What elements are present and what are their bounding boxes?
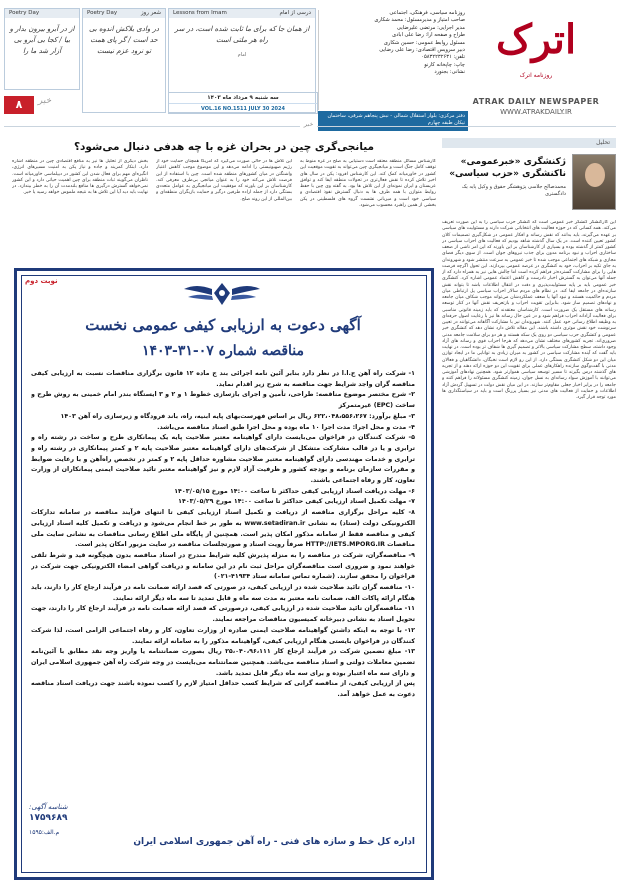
imprint-box <box>318 10 468 110</box>
dateline <box>168 92 318 114</box>
ad-id-number: ۱۷۵۹۶۸۹ <box>29 813 68 823</box>
imprint-line: دبیر سرویس اقتصادی: رضا علی رضایی <box>379 47 465 54</box>
logo-wordmark: اترک <box>495 15 577 63</box>
imprint-line: مدیر اجرایی: مرتضی علیرضایی <box>396 24 465 31</box>
ad-ref-number: م.الف:۱۵۹۵ <box>29 829 60 836</box>
ad-paragraph: ۷- مهلت تکمیل اسناد ارزیابی کیفی حداکثر تا ساعت ۱۴:۰۰ مورخ ۱۴۰۳/۰۵/۲۹ <box>178 498 415 506</box>
author-box <box>442 154 616 214</box>
band-label-news: خبر <box>300 121 317 128</box>
author-texts <box>444 156 566 198</box>
page-number: ۸ <box>4 96 34 114</box>
railway-emblem-icon <box>177 279 267 309</box>
quote-header-fa: درسی از امام <box>279 10 311 16</box>
quote-header <box>83 9 165 18</box>
ad-paragraph: ۱- شرکت راه آهن ج.ا.ا در نظر دارد بنابر آئین نامه اجرائی بند ج ماده ۱۲ قانون برگزاری مناقصات نسبت به ارزیابی کیفی مناقصه گران واجد شرایط جهت مناقصه به شرح زیر اقدام نماید. <box>31 370 415 388</box>
author-byline: محمدصالح جلاسی پژوهشگر حقوق و وکیل پایه یک دادگستری <box>461 184 566 197</box>
imprint-line: چاپ: چاپخانه کارنو <box>424 61 465 68</box>
paper-name-en: ATRAK DAILY NEWSPAPER <box>472 97 600 106</box>
quote-header <box>169 9 315 18</box>
tender-advertisement <box>14 268 434 880</box>
analysis-body: این کارکنشگر کنشگر خبر عمومی است که کنشگر حزب سیاسی را به این صورت تعریف می‌کند. همه کسانی که در حوزه فعالیت های انتخاباتی شرکت دارند و مسئولیت های سیاسی بر عهده می‌گیرند، باید بدانند که نقش رسانه و افکار عمومی در شکل‌گیری تصمیمات کلان کشور تعیین کننده است. در یک سال گذشته شاهد بودیم که فعالیت های احزاب سیاسی در کشور کمتر از گذشته بوده و بسیاری از کارشناسان بر این باورند که این امر ناشی از ضعف ساختاری احزاب و نبود برنامه مدون برای جذب نیروهای جوان است. از سوی دیگر فضای مجازی و شبکه های اجتماعی موجب شده تا خبر عمومی به سرعت منتشر شود و شهروندان به جای تکیه بر احزاب، خود به کنشگری در عرصه عمومی بپردازند. این تحول اگرچه فرصت هایی را برای مشارکت گسترده‌تر فراهم کرده است اما چالش هایی نیز به همراه دارد که از جمله آنها می‌توان به گسترش اخبار نادرست و کاهش اعتماد عمومی اشاره کرد. کنشگری خبر عمومی باید بر پایه مسئولیت‌پذیری و دقت در انتقال اطلاعات باشد تا بتواند نقش سازنده‌ای در جامعه ایفا کند. در نظام های مردم سالار احزاب سیاسی پل ارتباطی میان مردم و حاکمیت هستند و نبود آنها یا ضعف عملکردشان می‌تواند موجب شکاف میان جامعه و نهادهای تصمیم ساز شود. بنابراین تقویت احزاب و بازتعریف نقش آنها در کنار توسعه رسانه های مستقل یک ضرورت است. کارشناسان معتقدند که باید زمینه قانونی مناسبی برای فعالیت آزادانه احزاب فراهم شود و در عین حال رسانه ها نیز با رعایت اصول حرفه‌ای به وظیفه اطلاع رسانی خود عمل کنند. شهروندان نیز با مشارکت آگاهانه می‌توانند در تعیین سرنوشت خود نقش موثری داشته باشند. این مقاله تلاش دارد نشان دهد که کنشگری خبر عمومی و کنشگری حزب سیاسی دو روی یک سکه هستند و هر دو برای سلامت جامعه مدنی ضروری‌اند. تجربه کشورهای مختلف نشان می‌دهد که هرجا احزاب قوی و رسانه های آزاد وجود داشته، سطح مشارکت سیاسی بالاتر و تصمیم گیری ها شفاف تر بوده است. در نهایت باید گفت که آینده مشارکت سیاسی در کشور به میزان زیادی به توانایی ما در ایجاد توازن میان این دو شکل کنشگری بستگی دارد. از این رو لازم است نخبگان، دانشگاهیان و فعالان مدنی با گفت‌وگوی سازنده راهکارهای عملی برای تقویت این دو حوزه ارائه دهند و از تجربه های گذشته درس بگیرند تا مسیر توسعه سیاسی هموارتر شود. همچنین نهادهای آموزشی می‌توانند با آموزش سواد رسانه‌ای به نسل جوان، زمینه کنشگری مسئولانه را فراهم کنند و جامعه را در برابر اخبار جعلی مقاوم‌تر سازند. در این میان نقش دولت در تسهیل گردش آزاد اطلاعات و حمایت از فعالیت های مدنی نیز بسیار پررنگ است و باید در سیاستگذاری ها مورد توجه قرار گیرد. <box>442 220 616 400</box>
analysis-tab[interactable]: تحلیل <box>442 138 616 148</box>
ad-paragraph: ۱۱- مناقصه‌گران تائید صلاحیت شده در ارزیابی کیفی، درصورتی که قصد ارائه ضمانت نامه در فرآیند ارجاع کار را دارند، جهت تحویل اسناد به نشانی دبیرخانه کمیسیون مناقصات مراجعه نمایند. <box>31 605 415 624</box>
analysis-column <box>442 138 616 880</box>
office-address: دفتر مرکزی: بلوار استقلال شمالی - نبش پنجاهم شرقی، ساختمان تیکان طبقه چهارم <box>318 111 468 131</box>
ad-paragraph: ۱۳- مبلغ تضمین شرکت در فرآیند ارجاع کار ۲۵،۰۴۰،۹۶،۱۱۱ ریال بصورت ضمانتنامه یا واریز وجه نقد مطابق با آئین‌نامه تضمین معاملات دولتی و اسناد مناقصه می‌باشد. همچنین ضمانتنامه می‌بایست در وجه شرکت راه آهن جمهوری اسلامی ایران و دارای سه ماه اعتبار بوده و برای سه ماه دیگر قابل تمدید باشد. <box>31 648 415 677</box>
date-english: VOL.16 NO.1511 JULY 30 2024 <box>200 106 285 112</box>
ad-body <box>31 369 415 787</box>
ad-paragraph: پس از ارزیابی کیفی، از مناقصه گرانی که شرایط کسب حداقل امتیاز لازم را کسب نموده باشند جهت دریافت اسناد مناقصه دعوت به عمل خواهد آمد. <box>31 680 415 699</box>
story-column-3: بخش دیگری از تحلیل ها نیز به منافع اقتصادی چین در منطقه اشاره دارد. ابتکار کمربند و جاده و نیاز پکن به امنیت مسیرهای انرژی، انگیزه‌ای مهم برای فعال شدن این کشور در دیپلماسی خاورمیانه است. ناظران می‌گویند ثبات منطقه برای چین اهمیت حیاتی دارد و این کشور نمی‌خواهد گسترش درگیری ها منافع بلندمدت آن را به خطر بیندازد. در نهایت باید دید آیا این تلاش ها به نتیجه ملموس خواهد رسید یا خیر. <box>12 159 148 196</box>
ad-paragraph: ۱۲- با توجه به اینکه داشتن گواهینامه صلاحیت ایمنی صادره از وزارت تعاون، کار و رفاه اجتماعی الزامی است، لذا شرکت کنندگان در فراخوان بایستی هنگام ارزیابی کیفی، گواهینامه مذکور را به سامانه ارائه نمایند. <box>31 626 415 645</box>
ad-paragraph: ۱۰- مناقصه گران تائید صلاحیت شده در ارزیابی کیفی، در صورتی که قصد ارائه ضمانت نامه در فرآیند ارجاع کار را دارند، باید هنگام ارائه پاکات الف، ضمانت نامه معتبر به مدت سه ماه و قابل تمدید تا سه ماه دیگر ارائه نمایند. <box>31 584 415 602</box>
ad-paragraph: ۶- مهلت دریافت اسناد ارزیابی کیفی حداکثر تا ساعت ۱۴:۰۰ مورخ ۱۴۰۳/۰۵/۱۵ <box>174 487 415 495</box>
imprint-line: روزنامه سیاسی، فرهنگی، اجتماعی <box>389 10 465 16</box>
ad-title: آگهی دعوت به ارزیابی کیفی عمومی نخست <box>85 316 361 334</box>
imprint-line: تلفن: ۰۵۸۳۲۲۳۲۶۳۱ <box>421 54 465 61</box>
quote-header-en: Poetry Day <box>87 10 118 16</box>
quote-author: امام <box>237 52 247 58</box>
quote-header <box>5 9 79 18</box>
ad-paragraph: ۹- مناقصه‌گران، شرکت در مناقصه را به منزله پذیرش کلیه شرایط مندرج در اسناد مناقصه بدون هیچگونه قید و شرط تلقی خواهند نمود و ضروری است مناقصه‌گران مراحل ثبت نام در این سامانه و دریافت گواهی امضاء الکترونیکی جهت شرکت در فراخوان را محقق سازند. (شماره تماس سامانه ستاد ۴۱۹۳۴-۰۲۱) <box>31 551 415 581</box>
author-photo <box>572 154 616 210</box>
ad-id-label: شناسه آگهی: <box>29 803 68 811</box>
ad-paragraph: ۲- شرح مختصر موضوع مناقصه: طراحی، تأمین و اجرای بازسازی خطوط ۱ و ۲ و ۳ ایستگاه بندر امام خمینی به روش طرح و ساخت (EPC) غیرمتمرکز <box>31 391 415 410</box>
masthead <box>0 0 620 130</box>
ad-paragraph: ۳- مبلغ برآورد: ۶۲۲،۰۴۸،۵۵۶،۲۶۷ ریال بر اساس فهرست‌بهای پایه ابنیه، راه، باند فرودگاه و زیرسازی راه آهن ۱۴۰۳ <box>60 412 415 420</box>
ad-paragraph: ۴- مدت و محل اجرا: مدت اجرا ۱۰ ماه بوده و محل اجرا طبق اسناد مناقصه می‌باشد. <box>157 423 415 431</box>
poetry-box-2 <box>4 8 80 90</box>
logo-subtitle: روزنامه اترک <box>519 72 553 79</box>
analysis-headline[interactable]: ژکنشگری «خبرعمومی» ناکنشگری «حزب سیاسی» <box>449 157 566 179</box>
quote-text: از همان جا که برای ما ثابت شده است، در سر راه هر ملتی است <box>174 25 310 44</box>
story-column-2: این تلاش ها در حالی صورت می‌گیرد که آمریکا همچنان حمایت خود از رژیم صهیونیستی را ادامه می‌دهد و این موضوع موجب کاهش اعتبار واشنگتن در میان کشورهای منطقه شده است. چین با استفاده از این فرصت تلاش می‌کند خود را به عنوان میانجی بی‌طرف معرفی کند. کارشناسان بر این باورند که موفقیت این میانجیگری به عوامل متعددی بستگی دارد از جمله اراده طرفین درگیر و حمایت بازیگران منطقه‌ای و بین‌المللی از این روند صلح. <box>156 159 292 202</box>
ad-paragraph: ۵- شرکت کنندگان در فراخوان می‌بایست دارای گواهینامه معتبر صلاحیت پایه یک پیمانکاری طرح و ساخت در رشته راه و ترابری و یا در قالب مشارکت متشکل از شرکت‌های دارای گواهینامه معتبر صلاحیت پایه ۲ و کمتر پیمانکاری در رشته راه و ترابری و خدمات مهندسی دارای گواهینامه معتبر صلاحیت مشاوره حداقل پایه ۲ و کمتر در تخصص راه‌آهن و با رعایت ضوابط و مقررات سازمان برنامه و بودجه کشور و ظرفیت آزاد لازم و نیز گواهینامه معتبر تائید صلاحیت ایمنی پیمانکاران از وزارت تعاون، کار و رفاه اجتماعی باشند. <box>31 434 415 485</box>
quote-header-fa: شعر روز <box>140 10 161 16</box>
ad-identifier <box>29 803 149 836</box>
ad-paragraph: ۸- کلیه مراحل برگزاری مناقصه از دریافت و تکمیل اسناد ارزیابی کیفی تا انتهای فرآیند مناقصه در سامانه تدارکات الکترونیکی دولت (ستاد) به نشانی www.setadiran.ir به طور بر خط انجام می‌شود و دریافت و تکمیل کلیه اسناد ارزیابی کیفی و مناقصه فقط از سامانه مذکور امکان پذیر است. همچنین از پایگاه ملی اطلاع رسانی مناقصات به نشانی سایت ملی مناقصات HTTP://IETS.MPORG.IR صرفاً رویت اسناد و صورتجلسات مناقصه در سایت مزبور امکان پذیر است. <box>31 509 415 549</box>
quote-text: در وادی بلاکش اندوه بی حد است / گر پای همت تو نرود عزم نیست <box>88 25 160 55</box>
date-persian: سه شنبه ۹ مرداد ماه ۱۴۰۳ <box>169 93 317 104</box>
quote-header-en: Lessons from Imam <box>173 10 227 16</box>
imprint-line: مسئول روابط عمومی: حسین شکاری <box>383 39 465 46</box>
ad-round-tag: نوبت دوم <box>25 277 58 285</box>
story-headline[interactable]: میانجی‌گری چین در بحران غزه با چه هدفی دنبال می‌شود؟ <box>73 141 375 153</box>
imprint-line: طراح و صفحه آرا: رضا علی آبادی <box>392 32 465 39</box>
newspaper-logo[interactable] <box>466 8 606 123</box>
page-section: خبر <box>38 96 52 106</box>
quote-header-en: Poetry Day <box>9 10 40 16</box>
ad-tender-number: مناقصه شماره ۰۷-۳۱-۱۴۰۳ <box>141 343 305 359</box>
imprint-line: نشانی: بجنورد <box>434 69 465 76</box>
poetry-day-box <box>82 8 166 113</box>
imprint-line: صاحب امتیاز و مدیرمسئول: محمد شکاری <box>374 17 465 24</box>
quote-text: از در آبرو بیرون بدار و بیا / کجا بی آبرو بی آزار شد ما را <box>9 25 75 55</box>
story-columns <box>12 159 436 247</box>
website-link[interactable]: WWW.ATRAKDAILY.IR <box>500 108 572 116</box>
story-column-1: کارشناس مسائل منطقه معتقد است دستیابی به صلح در غزه منوط به توقف کامل جنگ است و میانجیگری چین می‌تواند به تقویت موقعیت این کشور در خاورمیانه کمک کند. این کارشناس افزود: پکن در سال های اخیر تلاش کرده تا نقش فعال‌تری در تحولات منطقه ایفا کند و توافق عربستان و ایران نمونه‌ای از این تلاش ها بود. به گفته وی چین با حفظ روابط متوازن با همه طرف ها به دنبال گسترش نفوذ اقتصادی و سیاسی خود است و میزبانی نشست گروه های فلسطینی در پکن بخشی از همین راهبرد محسوب می‌شود. <box>300 159 436 208</box>
ad-organization: اداره کل خط و سازه های فنی - راه آهن جمهوری اسلامی ایران <box>133 837 415 847</box>
china-gaza-story <box>12 140 436 250</box>
